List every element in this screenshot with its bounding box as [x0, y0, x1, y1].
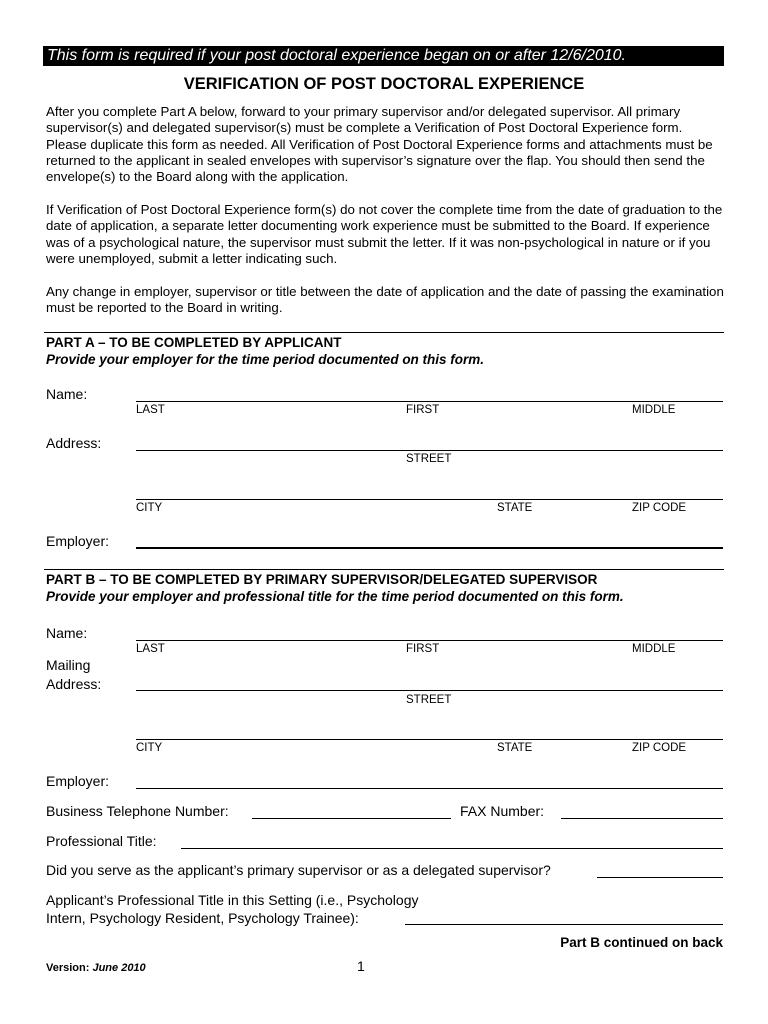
part-b-address-label: Address: [46, 676, 102, 692]
instructions-paragraph-1: After you complete Part A below, forward to your primary supervisor and/or delegated supervisor. All primary supervisor(s) and delegated supervisor(s) must be complete a Verification of Post Doctoral Experience form. Please duplicate this form as needed. All Verification of Post Doctoral Experience forms and attachments must be returned to the applicant in sealed envelopes with supervisor’s signature over the flap. You should then send the envelope(s) to the Board along with the application. [46, 104, 713, 185]
part-b-name-label: Name: [46, 625, 88, 641]
part-b-employer-field[interactable] [136, 788, 723, 789]
part-a-employer-label: Employer: [46, 533, 110, 549]
part-a-divider [44, 332, 724, 333]
part-a-last-caption: LAST [136, 404, 165, 416]
part-b-heading: PART B – TO BE COMPLETED BY PRIMARY SUPERVISOR/DELEGATED SUPERVISOR [46, 572, 598, 587]
part-a-zip-caption: ZIP CODE [632, 502, 687, 514]
business-phone-field[interactable] [252, 818, 451, 819]
part-b-subheading: Provide your employer and professional title for the time period documented on this form. [46, 589, 624, 604]
applicant-title-field[interactable] [405, 924, 723, 925]
part-a-city-field[interactable] [136, 499, 723, 500]
version-label: Version: [46, 962, 90, 974]
fax-number-field[interactable] [561, 818, 723, 819]
part-b-state-caption: STATE [497, 742, 533, 754]
part-a-heading: PART A – TO BE COMPLETED BY APPLICANT [46, 335, 342, 350]
supervisor-type-question: Did you serve as the applicant’s primary supervisor or as a delegated supervisor? [46, 862, 551, 878]
page-number: 1 [357, 958, 365, 974]
part-b-mailing-label: Mailing [46, 657, 91, 673]
part-b-name-field[interactable] [136, 640, 723, 641]
business-phone-label: Business Telephone Number: [46, 803, 229, 819]
part-a-address-label: Address: [46, 435, 102, 451]
part-b-middle-caption: MIDDLE [632, 643, 676, 655]
instructions-paragraph-2: If Verification of Post Doctoral Experience form(s) do not cover the complete time from the date of graduation to the date of application, a separate letter documenting work experience must be submitted to the Board. If experience was of a psychological nature, the supervisor must submit the letter. If it was non-psychological in nature or if you were unemployed, submit a letter indicating such. [46, 202, 723, 266]
instructions-paragraph-3: Any change in employer, supervisor or title between the date of application and the date of passing the examination must be reported to the Board in writing. [46, 284, 724, 316]
continued-note: Part B continued on back [560, 935, 723, 950]
part-b-zip-caption: ZIP CODE [632, 742, 687, 754]
supervisor-type-field[interactable] [597, 877, 723, 878]
part-a-name-label: Name: [46, 386, 88, 402]
part-b-street-field[interactable] [136, 690, 723, 691]
part-b-city-field[interactable] [136, 739, 723, 740]
part-b-last-caption: LAST [136, 643, 165, 655]
form-title: VERIFICATION OF POST DOCTORAL EXPERIENCE [183, 75, 585, 93]
part-a-city-caption: CITY [136, 502, 163, 514]
part-a-state-caption: STATE [497, 502, 533, 514]
requirement-banner: This form is required if your post doctoral experience began on or after 12/6/2010. [43, 46, 724, 66]
fax-number-label: FAX Number: [460, 803, 545, 819]
part-b-street-caption: STREET [406, 694, 452, 706]
part-a-name-field[interactable] [136, 401, 723, 402]
part-a-street-field[interactable] [136, 450, 723, 451]
part-a-street-caption: STREET [406, 453, 452, 465]
part-b-first-caption: FIRST [406, 643, 440, 655]
part-b-city-caption: CITY [136, 742, 163, 754]
part-b-employer-label: Employer: [46, 773, 110, 789]
version-stamp [46, 962, 146, 974]
professional-title-field[interactable] [181, 848, 723, 849]
part-a-subheading: Provide your employer for the time period documented on this form. [46, 352, 485, 367]
part-a-employer-field[interactable] [136, 547, 723, 549]
professional-title-label: Professional Title: [46, 833, 157, 849]
part-a-first-caption: FIRST [406, 404, 440, 416]
applicant-title-label-1: Applicant’s Professional Title in this Setting (i.e., Psychology [46, 892, 419, 908]
part-a-middle-caption: MIDDLE [632, 404, 676, 416]
version-date: June 2010 [92, 962, 146, 974]
applicant-title-label-2: Intern, Psychology Resident, Psychology Trainee): [46, 910, 359, 926]
part-b-divider [44, 569, 724, 570]
